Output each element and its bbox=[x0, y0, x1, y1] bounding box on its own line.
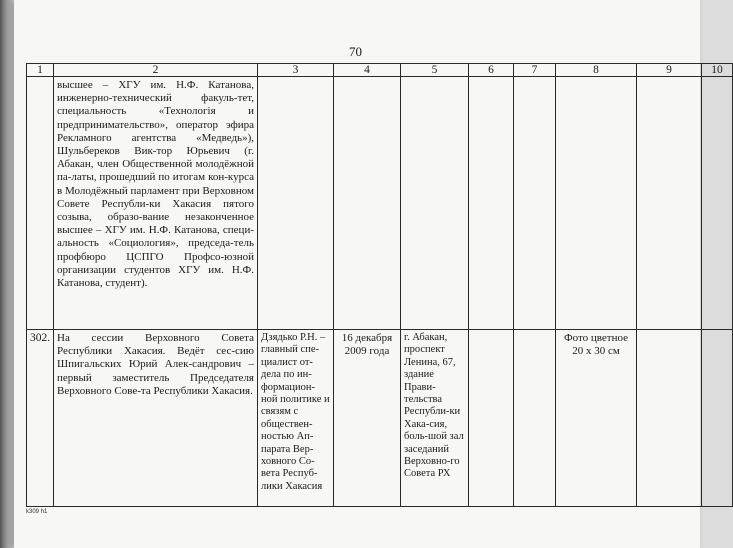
col6-cell bbox=[469, 77, 514, 330]
header-cell-1: 1 bbox=[27, 64, 54, 77]
table-row bbox=[27, 330, 733, 507]
catalog-table bbox=[26, 63, 733, 507]
document-page bbox=[14, 0, 723, 548]
date-cell bbox=[334, 77, 401, 330]
col7-cell bbox=[514, 77, 556, 330]
place-cell bbox=[401, 77, 469, 330]
table-row bbox=[27, 77, 733, 330]
format-cell: Фото цветное 20 х 30 см bbox=[556, 330, 637, 507]
header-cell-8: 8 bbox=[556, 64, 637, 77]
page-number: 70 bbox=[349, 44, 362, 59]
col10-cell bbox=[702, 330, 733, 507]
header-cell-10: 10 bbox=[702, 64, 733, 77]
header-cell-5: 5 bbox=[401, 64, 469, 77]
col6-cell bbox=[469, 330, 514, 507]
row-number bbox=[27, 77, 54, 330]
format-cell bbox=[556, 77, 637, 330]
col9-cell bbox=[637, 330, 702, 507]
author-cell bbox=[258, 77, 334, 330]
header-cell-3: 3 bbox=[258, 64, 334, 77]
col9-cell bbox=[637, 77, 702, 330]
col7-cell bbox=[514, 330, 556, 507]
header-cell-6: 6 bbox=[469, 64, 514, 77]
place-cell: г. Абакан, проспект Ленина, 67, здание Прави-тельства Республи-ки Хака-сия, боль-шой зал заседаний Верховно-го Совета РХ bbox=[401, 330, 469, 507]
header-cell-4: 4 bbox=[334, 64, 401, 77]
header-row bbox=[27, 64, 733, 77]
date-cell: 16 декабря 2009 года bbox=[334, 330, 401, 507]
col10-cell bbox=[702, 77, 733, 330]
event-description: высшее – ХГУ им. Н.Ф. Катанова, инженерно-технический факуль-тет, специальность «Технологія и предпринимательство», оператор эфира Рекламного агентства «Медведь»), Шульбереков Вик-тор Юрьевич (г. Абакан, член Общественной молодёжной па-латы, прошедший по итогам кон-курса в Молодёжный парламент при Верховном Совете Республи-ки Хакасия пятого созыва, образо-вание незаконченное высшее – ХГУ им. Н.Ф. Катанова, специ-альность «Социология», председа-тель профбюро ЦСПГО Профсо-юзной организации студентов ХГУ им. Н.Ф. Катанова, студент). bbox=[54, 77, 258, 330]
header-cell-2: 2 bbox=[54, 64, 258, 77]
author-cell: Дзядько Р.Н. – главный спе-циалист от-дела по ин-формацион-ной политике и связям с обществен-ностью Ап-парата Вер-ховного Со-вета Респуб-лики Хакасия bbox=[258, 330, 334, 507]
row-number: 302. bbox=[27, 330, 54, 507]
footer-code: k309 h1 bbox=[26, 509, 48, 515]
header-cell-9: 9 bbox=[637, 64, 702, 77]
header-cell-7: 7 bbox=[514, 64, 556, 77]
book-binding-shadow bbox=[0, 0, 14, 548]
event-description: На сессии Верховного Совета Республики Хакасия. Ведёт сес-сию Шпигальских Юрий Алек-сандрович – первый заместитель Председателя Верховного Сове-та Республики Хакасия. bbox=[54, 330, 258, 507]
